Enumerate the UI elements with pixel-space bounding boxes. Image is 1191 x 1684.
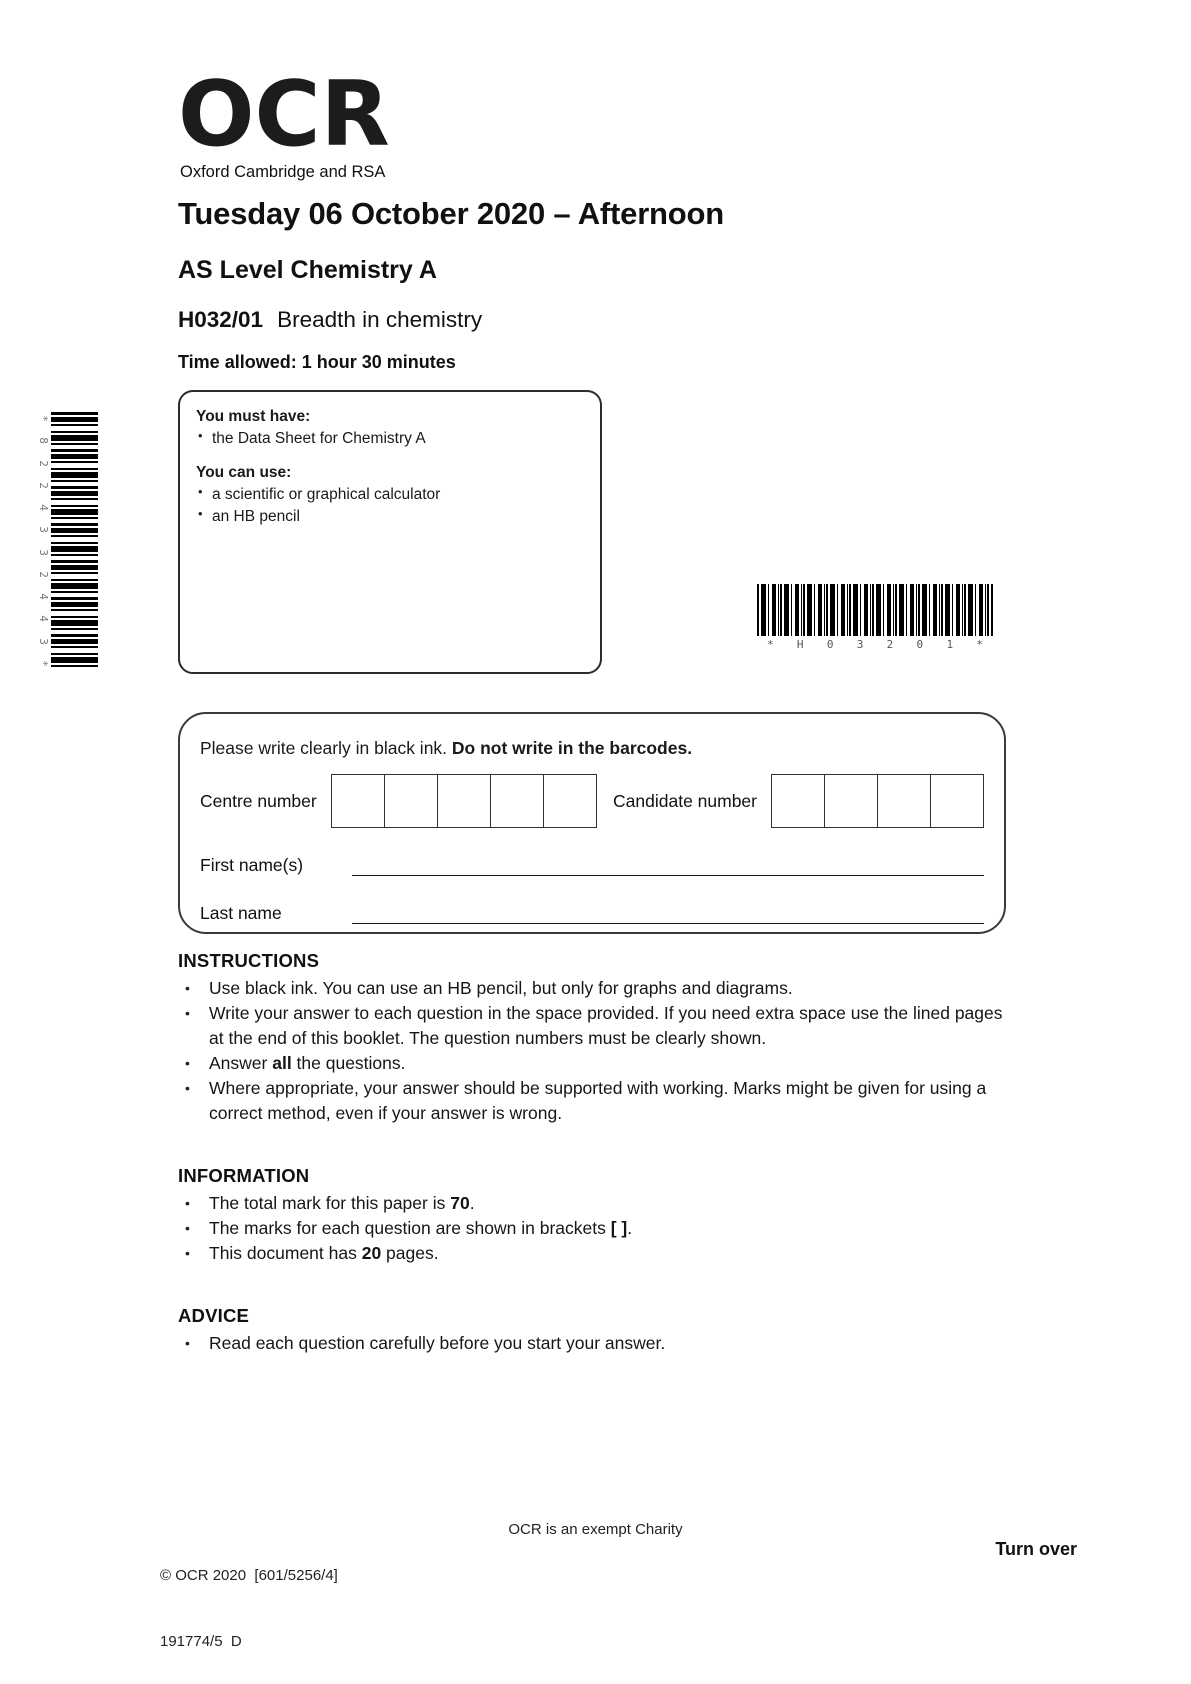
paper-code: H032/01 (178, 307, 264, 332)
advice-list (178, 1331, 1020, 1356)
candidate-number-cell[interactable] (825, 775, 878, 827)
qualification-title: AS Level Chemistry A (178, 256, 437, 284)
instructions-heading: INSTRUCTIONS (178, 950, 320, 971)
centre-number-grid (331, 774, 597, 828)
instruction-item: • Use black ink. You can use an HB pencil, but only for graphs and diagrams. (178, 976, 1020, 1001)
barcode-notice: Please write clearly in black ink. Do not write in the barcodes. (200, 738, 693, 758)
ocr-logo (178, 62, 390, 182)
candidate-details-box (178, 712, 1006, 934)
instructions-section (178, 948, 1020, 1126)
first-name-row (200, 855, 984, 876)
can-use-item: • an HB pencil (196, 506, 584, 528)
instructions-list (178, 976, 1020, 1126)
instruction-item: • Where appropriate, your answer should be supported with working. Marks might be given for using a correct method, even if your answer is wrong. (178, 1076, 1020, 1126)
can-use-item: • a scientific or graphical calculator (196, 484, 584, 506)
footer-reference: 191774/5 D (160, 1633, 242, 1650)
number-row (200, 774, 984, 828)
paper-line (178, 307, 482, 333)
information-item: • This document has 20 pages. (178, 1241, 1020, 1266)
information-section (178, 1163, 1020, 1266)
footer-charity: OCR is an exempt Charity (508, 1521, 683, 1538)
last-name-label: Last name (200, 903, 282, 923)
first-name-label: First name(s) (200, 855, 304, 875)
footer-copyright: © OCR 2020 [601/5256/4] (160, 1567, 338, 1584)
centre-number-cell[interactable] (385, 775, 438, 827)
centre-number-cell[interactable] (544, 775, 596, 827)
ocr-logo-subtitle: Oxford Cambridge and RSA (180, 163, 386, 181)
footer-imprint (160, 1521, 338, 1684)
horizontal-barcode (757, 584, 993, 651)
instruction-item: • Answer all the questions. (178, 1051, 1020, 1076)
horizontal-barcode-bars (757, 584, 993, 636)
requirements-box (178, 390, 602, 674)
must-have-item: • the Data Sheet for Chemistry A (196, 428, 584, 450)
vertical-barcode-bars (51, 412, 98, 670)
information-heading: INFORMATION (178, 1165, 310, 1186)
centre-number-cell[interactable] (438, 775, 491, 827)
turn-over-label: Turn over (995, 1539, 1077, 1559)
can-use-heading: You can use: (196, 464, 292, 481)
last-name-line[interactable] (352, 903, 984, 924)
information-list (178, 1191, 1020, 1266)
information-item: • The total mark for this paper is 70. (178, 1191, 1020, 1216)
candidate-number-cell[interactable] (878, 775, 931, 827)
centre-number-cell[interactable] (491, 775, 544, 827)
advice-item: • Read each question carefully before you start your answer. (178, 1331, 1020, 1356)
information-item: • The marks for each question are shown in brackets [ ]. (178, 1216, 1020, 1241)
horizontal-barcode-digits: * H 0 3 2 0 1 * (767, 638, 983, 651)
candidate-number-cell[interactable] (931, 775, 983, 827)
centre-number-cell[interactable] (332, 775, 385, 827)
candidate-number-grid (771, 774, 984, 828)
centre-number-label: Centre number (200, 790, 317, 811)
last-name-row (200, 903, 984, 924)
body-text (178, 948, 1020, 1393)
ocr-logo-text: OCR (178, 62, 390, 167)
must-have-list (196, 428, 584, 450)
advice-section (178, 1303, 1020, 1356)
vertical-barcode-digits: * 8 2 2 4 3 3 2 4 4 3 * (37, 415, 50, 667)
advice-heading: ADVICE (178, 1305, 250, 1326)
paper-title: Breadth in chemistry (277, 307, 483, 332)
candidate-number-cell[interactable] (772, 775, 825, 827)
vertical-barcode (36, 412, 98, 670)
time-allowed: Time allowed: 1 hour 30 minutes (178, 352, 456, 372)
candidate-number-label: Candidate number (613, 790, 757, 811)
exam-date-title: Tuesday 06 October 2020 – Afternoon (178, 196, 725, 231)
instruction-item: • Write your answer to each question in the space provided. If you need extra space use the lined pages at the end of this booklet. The question numbers must be clearly shown. (178, 1001, 1020, 1051)
must-have-heading: You must have: (196, 408, 311, 425)
can-use-list (196, 484, 584, 528)
first-name-line[interactable] (352, 855, 984, 876)
